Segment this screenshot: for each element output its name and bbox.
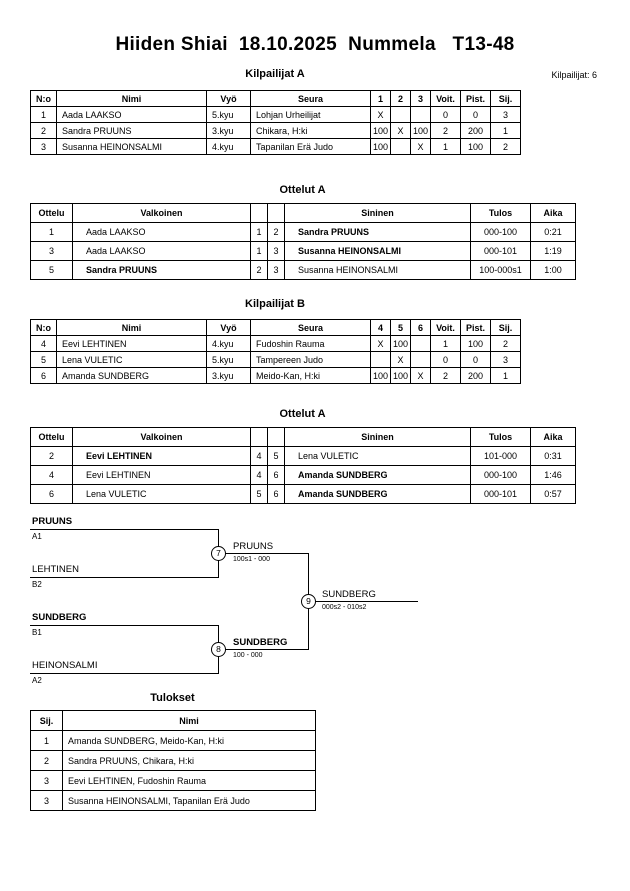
bracket-entry-seed: A1 (32, 532, 42, 541)
table-row (31, 242, 576, 261)
match-9-circle: 9 (301, 594, 316, 609)
club-cell: Fudoshin Rauma (251, 336, 371, 352)
result-cell: 100 (371, 139, 391, 155)
belt-cell: 5.kyu (207, 107, 251, 123)
competitor-number-cell: 3 (31, 139, 57, 155)
result-cell (391, 139, 411, 155)
bracket-entry-name: LEHTINEN (32, 564, 79, 575)
result-cell: 100 (391, 336, 411, 352)
wins-cell: 0 (431, 352, 461, 368)
match-number-cell: 1 (31, 223, 73, 242)
blue-no-cell: 6 (268, 466, 285, 485)
white-name-cell: Sandra PRUUNS (73, 261, 251, 280)
white-no-cell: 5 (251, 485, 268, 504)
result-cell: 100 (391, 368, 411, 384)
result-name-cell: Amanda SUNDBERG, Meido-Kan, H:ki (63, 731, 316, 751)
score-cell: 000-101 (471, 242, 531, 261)
competitor-number-cell: 6 (31, 368, 57, 384)
table-row (31, 352, 521, 368)
score-cell: 000-100 (471, 466, 531, 485)
white-name-cell: Lena VULETIC (73, 485, 251, 504)
competitor-name-cell: Lena VULETIC (57, 352, 207, 368)
result-name-cell: Sandra PRUUNS, Chikara, H:ki (63, 751, 316, 771)
blue-no-cell: 5 (268, 447, 285, 466)
bracket-line (30, 625, 219, 626)
table-row (31, 771, 316, 791)
competitor-name-cell: Amanda SUNDBERG (57, 368, 207, 384)
score-cell: 100-000s1 (471, 261, 531, 280)
wins-cell: 2 (431, 123, 461, 139)
score-cell: 101-000 (471, 447, 531, 466)
place-cell: 1 (31, 731, 63, 751)
header-row (31, 91, 521, 107)
result-cell: 100 (411, 123, 431, 139)
white-no-cell: 1 (251, 242, 268, 261)
blue-no-cell: 3 (268, 242, 285, 261)
bracket-entry-seed: B2 (32, 580, 42, 589)
time-cell: 1:19 (531, 242, 576, 261)
col-number: N:o (31, 320, 57, 336)
col-opp1: 1 (371, 91, 391, 107)
pool-a-table (30, 90, 521, 155)
col-club: Seura (251, 91, 371, 107)
semifinal-1-winner: PRUUNS (233, 541, 274, 552)
bracket-line (30, 673, 219, 674)
place-cell: 2 (491, 139, 521, 155)
result-cell: 100 (371, 123, 391, 139)
club-cell: Tampereen Judo (251, 352, 371, 368)
col-place: Sij. (491, 320, 521, 336)
col-match: Ottelu (31, 204, 73, 223)
white-no-cell: 4 (251, 447, 268, 466)
wins-cell: 1 (431, 139, 461, 155)
col-blue: Sininen (285, 428, 471, 447)
points-cell: 100 (461, 139, 491, 155)
col-name: Nimi (63, 711, 316, 731)
col-belt: Vyö (207, 91, 251, 107)
result-cell: X (371, 336, 391, 352)
semifinal-2-winner: SUNDBERG (233, 637, 288, 648)
place-cell: 2 (491, 336, 521, 352)
white-name-cell: Eevi LEHTINEN (73, 466, 251, 485)
white-name-cell: Aada LAAKSO (73, 242, 251, 261)
bracket-entry-name: PRUUNS (32, 516, 73, 527)
white-name-cell: Aada LAAKSO (73, 223, 251, 242)
belt-cell: 5.kyu (207, 352, 251, 368)
place-cell: 2 (31, 751, 63, 771)
competitor-number-cell: 5 (31, 352, 57, 368)
matches-b-table (30, 427, 576, 504)
competitor-number-cell: 2 (31, 123, 57, 139)
result-name-cell: Eevi LEHTINEN, Fudoshin Rauma (63, 771, 316, 791)
table-row (31, 485, 576, 504)
bracket-line (30, 529, 219, 530)
pool-b-heading: Kilpailijat B (245, 298, 305, 310)
col-opp2: 2 (391, 91, 411, 107)
competitor-number-cell: 4 (31, 336, 57, 352)
competitor-name-cell: Susanna HEINONSALMI (57, 139, 207, 155)
col-white: Valkoinen (73, 428, 251, 447)
wins-cell: 0 (431, 107, 461, 123)
result-cell (371, 352, 391, 368)
col-time: Aika (531, 204, 576, 223)
match-number-cell: 3 (31, 242, 73, 261)
col-belt: Vyö (207, 320, 251, 336)
place-cell: 1 (491, 368, 521, 384)
result-cell: X (371, 107, 391, 123)
final-winner: SUNDBERG (322, 589, 376, 600)
bracket-line (308, 601, 418, 602)
col-opp4: 4 (371, 320, 391, 336)
place-cell: 3 (31, 771, 63, 791)
bracket-entry-name: SUNDBERG (32, 612, 87, 623)
white-no-cell: 4 (251, 466, 268, 485)
col-score: Tulos (471, 204, 531, 223)
col-blue-no (268, 428, 285, 447)
header-row (31, 711, 316, 731)
bracket-line (218, 553, 309, 554)
col-white: Valkoinen (73, 204, 251, 223)
club-cell: Meido-Kan, H:ki (251, 368, 371, 384)
bracket-entry-seed: A2 (32, 676, 42, 685)
col-wins: Voit. (431, 91, 461, 107)
pool-a-heading: Kilpailijat A (245, 68, 305, 80)
semifinal-2-score: 100 - 000 (233, 652, 263, 659)
results-table (30, 710, 316, 811)
bracket-entry-seed: B1 (32, 628, 42, 637)
time-cell: 1:46 (531, 466, 576, 485)
result-cell: X (411, 139, 431, 155)
time-cell: 0:31 (531, 447, 576, 466)
points-cell: 0 (461, 107, 491, 123)
header-row (31, 428, 576, 447)
blue-name-cell: Sandra PRUUNS (285, 223, 471, 242)
col-time: Aika (531, 428, 576, 447)
result-name-cell: Susanna HEINONSALMI, Tapanilan Erä Judo (63, 791, 316, 811)
belt-cell: 4.kyu (207, 336, 251, 352)
matches-b-heading: Ottelut A (279, 408, 326, 420)
elimination-bracket (30, 514, 600, 686)
result-cell (411, 336, 431, 352)
bracket-line (30, 577, 219, 578)
blue-no-cell: 3 (268, 261, 285, 280)
table-row (31, 223, 576, 242)
white-no-cell: 1 (251, 223, 268, 242)
pool-b-table (30, 319, 521, 384)
result-cell: X (391, 352, 411, 368)
time-cell: 0:21 (531, 223, 576, 242)
col-blue: Sininen (285, 204, 471, 223)
matches-a-heading: Ottelut A (279, 184, 326, 196)
club-cell: Lohjan Urheilijat (251, 107, 371, 123)
blue-name-cell: Susanna HEINONSALMI (285, 261, 471, 280)
col-name: Nimi (57, 320, 207, 336)
table-row (31, 751, 316, 771)
wins-cell: 2 (431, 368, 461, 384)
score-cell: 000-100 (471, 223, 531, 242)
competitor-name-cell: Aada LAAKSO (57, 107, 207, 123)
col-opp5: 5 (391, 320, 411, 336)
table-row (31, 107, 521, 123)
blue-no-cell: 2 (268, 223, 285, 242)
competitor-number-cell: 1 (31, 107, 57, 123)
bracket-line (218, 649, 309, 650)
col-blue-no (268, 204, 285, 223)
table-row (31, 123, 521, 139)
belt-cell: 3.kyu (207, 123, 251, 139)
score-cell: 000-101 (471, 485, 531, 504)
final-score: 000s2 - 010s2 (322, 604, 367, 611)
belt-cell: 3.kyu (207, 368, 251, 384)
col-white-no (251, 204, 268, 223)
match-number-cell: 2 (31, 447, 73, 466)
col-place: Sij. (491, 91, 521, 107)
white-no-cell: 2 (251, 261, 268, 280)
competitor-name-cell: Eevi LEHTINEN (57, 336, 207, 352)
header-row (31, 204, 576, 223)
points-cell: 200 (461, 123, 491, 139)
match-number-cell: 4 (31, 466, 73, 485)
match-8-circle: 8 (211, 642, 226, 657)
table-row (31, 139, 521, 155)
table-row (31, 261, 576, 280)
time-cell: 0:57 (531, 485, 576, 504)
table-row (31, 731, 316, 751)
place-cell: 3 (491, 352, 521, 368)
match-number-cell: 6 (31, 485, 73, 504)
place-cell: 3 (491, 107, 521, 123)
points-cell: 0 (461, 352, 491, 368)
match-number-cell: 5 (31, 261, 73, 280)
wins-cell: 1 (431, 336, 461, 352)
table-row (31, 791, 316, 811)
col-number: N:o (31, 91, 57, 107)
col-white-no (251, 428, 268, 447)
table-row (31, 368, 521, 384)
page-title: Hiiden Shiai 18.10.2025 Nummela T13-48 (115, 34, 515, 55)
col-name: Nimi (57, 91, 207, 107)
blue-name-cell: Amanda SUNDBERG (285, 485, 471, 504)
result-cell (411, 107, 431, 123)
col-opp3: 3 (411, 91, 431, 107)
white-name-cell: Eevi LEHTINEN (73, 447, 251, 466)
col-club: Seura (251, 320, 371, 336)
result-cell (411, 352, 431, 368)
match-7-circle: 7 (211, 546, 226, 561)
result-cell: 100 (371, 368, 391, 384)
table-row (31, 447, 576, 466)
time-cell: 1:00 (531, 261, 576, 280)
place-cell: 1 (491, 123, 521, 139)
result-cell (391, 107, 411, 123)
points-cell: 100 (461, 336, 491, 352)
result-cell: X (411, 368, 431, 384)
points-cell: 200 (461, 368, 491, 384)
header-row (31, 320, 521, 336)
col-place: Sij. (31, 711, 63, 731)
blue-name-cell: Susanna HEINONSALMI (285, 242, 471, 261)
table-row (31, 336, 521, 352)
belt-cell: 4.kyu (207, 139, 251, 155)
col-score: Tulos (471, 428, 531, 447)
col-match: Ottelu (31, 428, 73, 447)
club-cell: Chikara, H:ki (251, 123, 371, 139)
competitor-name-cell: Sandra PRUUNS (57, 123, 207, 139)
table-row (31, 466, 576, 485)
col-points: Pist. (461, 91, 491, 107)
matches-a-table (30, 203, 576, 280)
semifinal-1-score: 100s1 - 000 (233, 556, 270, 563)
result-cell: X (391, 123, 411, 139)
col-opp6: 6 (411, 320, 431, 336)
blue-name-cell: Amanda SUNDBERG (285, 466, 471, 485)
results-heading: Tulokset (150, 692, 195, 704)
place-cell: 3 (31, 791, 63, 811)
blue-no-cell: 6 (268, 485, 285, 504)
competitors-count-label: Kilpailijat: 6 (551, 70, 597, 80)
blue-name-cell: Lena VULETIC (285, 447, 471, 466)
col-wins: Voit. (431, 320, 461, 336)
club-cell: Tapanilan Erä Judo (251, 139, 371, 155)
bracket-entry-name: HEINONSALMI (32, 660, 98, 671)
col-points: Pist. (461, 320, 491, 336)
